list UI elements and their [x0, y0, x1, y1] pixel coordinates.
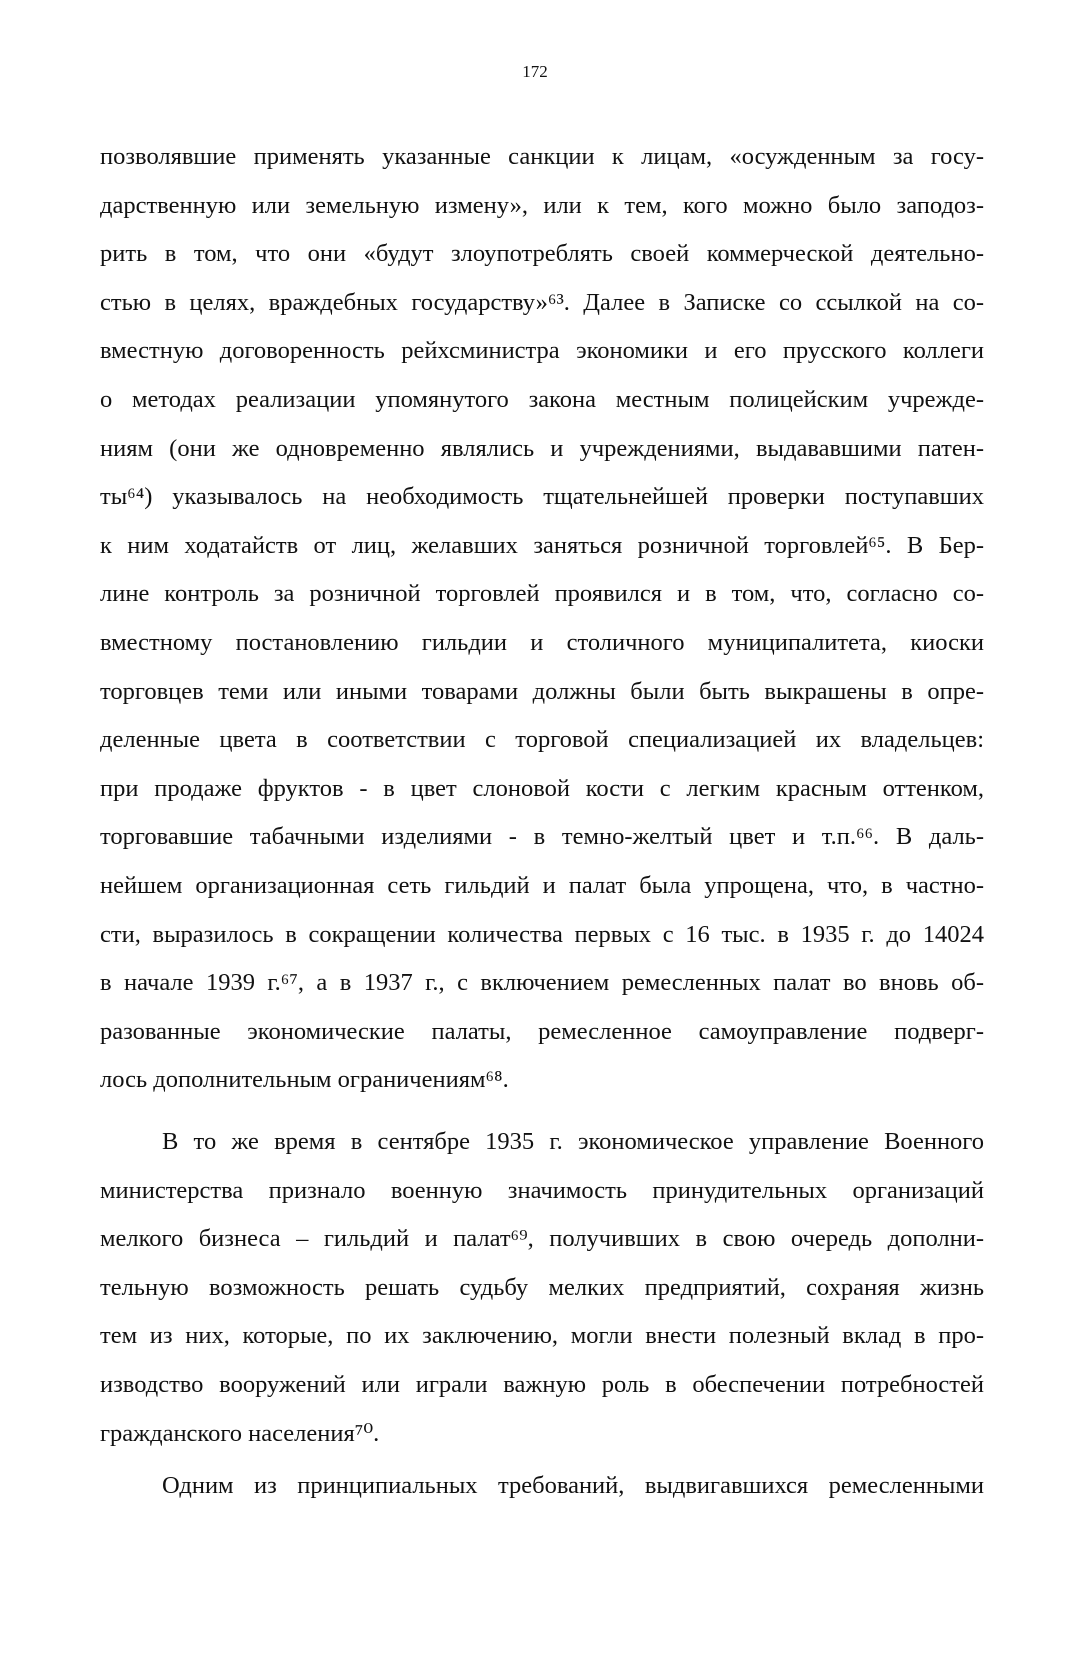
text-line: ниям (они же одновременно являлись и учреждениями, выдававшими патен- — [100, 434, 984, 462]
text-line: гражданского населения⁷⁰. — [100, 1419, 380, 1447]
text-line: при продаже фруктов - в цвет слоновой кости с легким красным оттенком, — [100, 774, 984, 802]
text-line: вместному постановлению гильдии и столичного муниципалитета, киоски — [100, 628, 984, 656]
text-line: изводство вооружений или играли важную роль в обеспечении потребностей — [100, 1370, 984, 1398]
paragraph-1 — [100, 133, 984, 1105]
text-line: рить в том, что они «будут злоупотреблять своей коммерческой деятельно- — [100, 240, 984, 268]
paragraph-2 — [100, 1118, 984, 1458]
text-line: Одним из принципиальных требований, выдвигавшихся ремесленными — [162, 1472, 984, 1499]
text-line: разованные экономические палаты, ремесленное самоуправление подверг- — [100, 1017, 984, 1045]
text-line: о методах реализации упомянутого закона местным полицейским учрежде- — [100, 385, 984, 413]
text-line: В то же время в сентябре 1935 г. экономическое управление Военного — [162, 1128, 984, 1155]
text-line: министерства признало военную значимость принудительных организаций — [100, 1176, 984, 1204]
text-line: вместную договоренность рейхсминистра экономики и его прусского коллеги — [100, 337, 984, 365]
page-number: 172 — [522, 62, 548, 81]
text-line: нейшем организационная сеть гильдий и палат была упрощена, что, в частно- — [100, 871, 984, 899]
text-line: в начале 1939 г.⁶⁷, а в 1937 г., с включением ремесленных палат во вновь об- — [100, 969, 984, 997]
text-line: стью в целях, враждебных государству»⁶³. Далее в Записке со ссылкой на со- — [100, 288, 984, 316]
text-line: дарственную или земельную измену», или к тем, кого можно было заподоз- — [100, 191, 984, 219]
text-line: деленные цвета в соответствии с торговой специализацией их владельцев: — [100, 726, 984, 754]
text-line: сти, выразилось в сокращении количества первых с 16 тыс. в 1935 г. до 14024 — [100, 920, 984, 948]
text-line: позволявшие применять указанные санкции к лицам, «осужденным за госу- — [100, 143, 984, 170]
paragraph-3 — [100, 1462, 984, 1511]
text-line: тем из них, которые, по их заключению, могли внести полезный вклад в про- — [100, 1322, 984, 1350]
text-line: мелкого бизнеса – гильдий и палат⁶⁹, получивших в свою очередь дополни- — [100, 1225, 984, 1253]
text-line: тельную возможность решать судьбу мелких предприятий, сохраняя жизнь — [100, 1273, 984, 1301]
text-line: торговцев теми или иными товарами должны были быть выкрашены в опре- — [100, 677, 984, 705]
text-line: лине контроль за розничной торговлей проявился и в том, что, согласно со- — [100, 580, 984, 608]
text-line: торговавшие табачными изделиями - в темно-желтый цвет и т.п.⁶⁶. В даль- — [100, 823, 984, 851]
text-line: ты⁶⁴) указывалось на необходимость тщательнейшей проверки поступавших — [100, 483, 984, 511]
text-line: лось дополнительным ограничениям⁶⁸. — [100, 1066, 509, 1094]
text-line: к ним ходатайств от лиц, желавших заняться розничной торговлей⁶⁵. В Бер- — [100, 531, 984, 559]
